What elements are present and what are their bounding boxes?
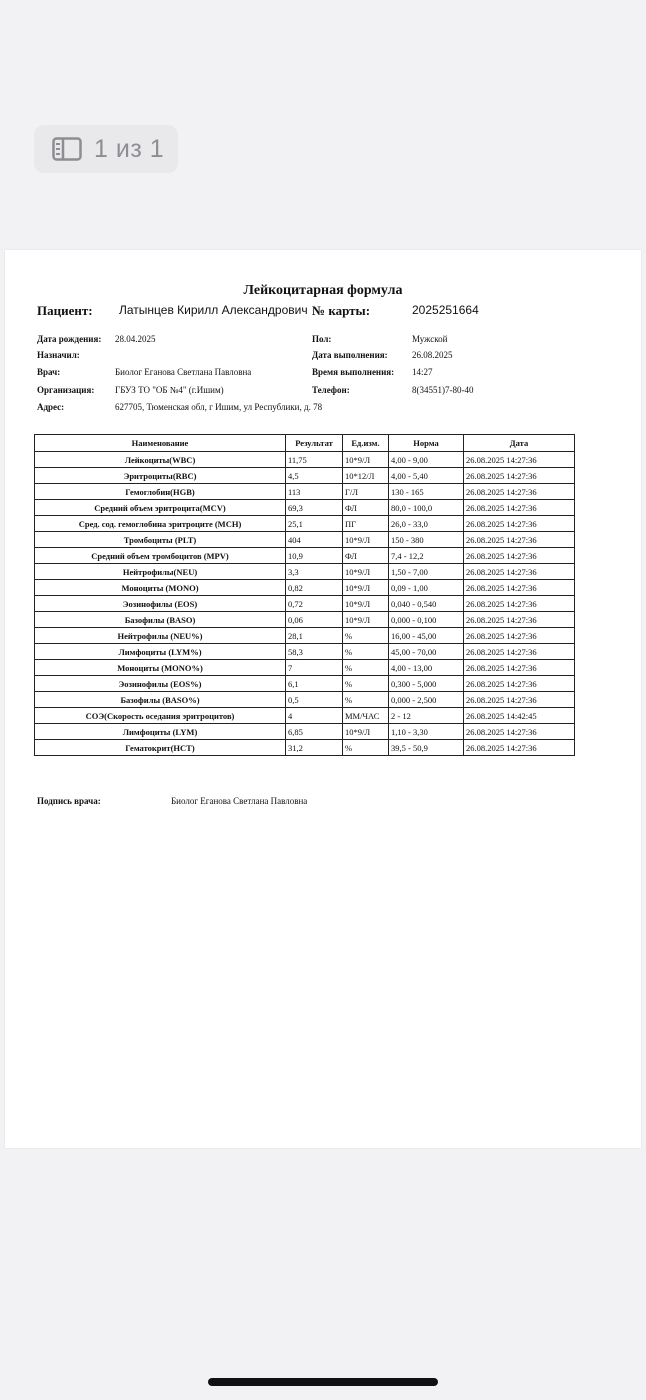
unit-cell: ФЛ [343, 500, 389, 516]
column-header: Дата [464, 435, 575, 452]
result-cell: 4 [286, 708, 343, 724]
test-name-cell: СОЭ(Скорость оседания эритроцитов) [35, 708, 286, 724]
test-name-cell: Гематокрит(HCT) [35, 740, 286, 756]
result-cell: 28,1 [286, 628, 343, 644]
patient-name: Латынцев Кирилл Александрович [119, 303, 308, 317]
home-indicator[interactable] [208, 1378, 438, 1386]
table-row [35, 468, 575, 484]
norm-cell: 39,5 - 50,9 [389, 740, 464, 756]
date-cell: 26.08.2025 14:27:36 [464, 500, 575, 516]
result-cell: 58,3 [286, 644, 343, 660]
table-row [35, 692, 575, 708]
norm-cell: 1,50 - 7,00 [389, 564, 464, 580]
table-row [35, 612, 575, 628]
table-row [35, 500, 575, 516]
test-name-cell: Эритроциты(RBC) [35, 468, 286, 484]
info-label: Телефон: [312, 385, 350, 395]
info-value: ГБУЗ ТО "ОБ №4" (г.Ишим) [115, 385, 224, 395]
unit-cell: % [343, 692, 389, 708]
date-cell: 26.08.2025 14:27:36 [464, 516, 575, 532]
date-cell: 26.08.2025 14:27:36 [464, 452, 575, 468]
test-name-cell: Базофилы (BASO) [35, 612, 286, 628]
date-cell: 26.08.2025 14:27:36 [464, 484, 575, 500]
norm-cell: 130 - 165 [389, 484, 464, 500]
norm-cell: 4,00 - 5,40 [389, 468, 464, 484]
date-cell: 26.08.2025 14:27:36 [464, 612, 575, 628]
table-row [35, 740, 575, 756]
info-label: Пол: [312, 334, 332, 344]
page-counter-label: 1 из 1 [94, 134, 165, 163]
table-row [35, 484, 575, 500]
unit-cell: % [343, 660, 389, 676]
norm-cell: 2 - 12 [389, 708, 464, 724]
signature-value: Биолог Еганова Светлана Павловна [171, 796, 308, 806]
unit-cell: 10*9/Л [343, 724, 389, 740]
unit-cell: % [343, 644, 389, 660]
result-cell: 10,9 [286, 548, 343, 564]
info-value: 14:27 [412, 367, 433, 377]
results-table [34, 434, 575, 756]
unit-cell: % [343, 676, 389, 692]
info-value: Биолог Еганова Светлана Павловна [115, 367, 252, 377]
info-value: 26.08.2025 [412, 350, 453, 360]
norm-cell: 45,00 - 70,00 [389, 644, 464, 660]
info-label: Дата рождения: [37, 334, 102, 344]
date-cell: 26.08.2025 14:27:36 [464, 596, 575, 612]
result-cell: 69,3 [286, 500, 343, 516]
result-cell: 25,1 [286, 516, 343, 532]
patient-row [37, 303, 597, 321]
unit-cell: ПГ [343, 516, 389, 532]
card-number: 2025251664 [412, 303, 479, 317]
norm-cell: 16,00 - 45,00 [389, 628, 464, 644]
table-row [35, 516, 575, 532]
table-header-row [35, 435, 575, 452]
column-header: Норма [389, 435, 464, 452]
info-label: Адрес: [37, 402, 65, 412]
test-name-cell: Лимфоциты (LYM%) [35, 644, 286, 660]
norm-cell: 0,09 - 1,00 [389, 580, 464, 596]
result-cell: 11,75 [286, 452, 343, 468]
test-name-cell: Моноциты (MONO) [35, 580, 286, 596]
date-cell: 26.08.2025 14:27:36 [464, 676, 575, 692]
table-row [35, 644, 575, 660]
result-cell: 0,72 [286, 596, 343, 612]
date-cell: 26.08.2025 14:27:36 [464, 548, 575, 564]
norm-cell: 7,4 - 12,2 [389, 548, 464, 564]
date-cell: 26.08.2025 14:27:36 [464, 468, 575, 484]
result-cell: 31,2 [286, 740, 343, 756]
test-name-cell: Средний объем тромбоцитов (MPV) [35, 548, 286, 564]
info-label: Организация: [37, 385, 95, 395]
norm-cell: 4,00 - 9,00 [389, 452, 464, 468]
table-row [35, 548, 575, 564]
date-cell: 26.08.2025 14:27:36 [464, 740, 575, 756]
result-cell: 7 [286, 660, 343, 676]
result-cell: 6,1 [286, 676, 343, 692]
norm-cell: 150 - 380 [389, 532, 464, 548]
sidebar-icon [52, 137, 82, 161]
table-row [35, 452, 575, 468]
norm-cell: 0,000 - 2,500 [389, 692, 464, 708]
test-name-cell: Лейкоциты(WBC) [35, 452, 286, 468]
date-cell: 26.08.2025 14:27:36 [464, 580, 575, 596]
patient-label: Пациент: [37, 303, 93, 318]
column-header: Результат [286, 435, 343, 452]
result-cell: 6,85 [286, 724, 343, 740]
norm-cell: 0,000 - 0,100 [389, 612, 464, 628]
date-cell: 26.08.2025 14:27:36 [464, 724, 575, 740]
table-row [35, 708, 575, 724]
unit-cell: ФЛ [343, 548, 389, 564]
date-cell: 26.08.2025 14:27:36 [464, 660, 575, 676]
table-row [35, 564, 575, 580]
unit-cell: 10*9/Л [343, 532, 389, 548]
unit-cell: % [343, 628, 389, 644]
result-cell: 3,3 [286, 564, 343, 580]
date-cell: 26.08.2025 14:27:36 [464, 532, 575, 548]
norm-cell: 80,0 - 100,0 [389, 500, 464, 516]
test-name-cell: Нейтрофилы(NEU) [35, 564, 286, 580]
unit-cell: ММ/ЧАС [343, 708, 389, 724]
unit-cell: % [343, 740, 389, 756]
table-row [35, 580, 575, 596]
test-name-cell: Базофилы (BASO%) [35, 692, 286, 708]
test-name-cell: Сред. сод. гемоглобина эритроците (MCH) [35, 516, 286, 532]
test-name-cell: Нейтрофилы (NEU%) [35, 628, 286, 644]
column-header: Наименование [35, 435, 286, 452]
table-row [35, 532, 575, 548]
unit-cell: Г/Л [343, 484, 389, 500]
unit-cell: 10*9/Л [343, 564, 389, 580]
norm-cell: 1,10 - 3,30 [389, 724, 464, 740]
unit-cell: 10*9/Л [343, 612, 389, 628]
result-cell: 4,5 [286, 468, 343, 484]
date-cell: 26.08.2025 14:27:36 [464, 564, 575, 580]
page-counter[interactable] [34, 125, 178, 173]
table-row [35, 660, 575, 676]
date-cell: 26.08.2025 14:42:45 [464, 708, 575, 724]
document-title: Лейкоцитарная формула [243, 283, 403, 298]
info-label: Дата выполнения: [312, 350, 388, 360]
unit-cell: 10*9/Л [343, 596, 389, 612]
document-page [5, 250, 641, 1148]
norm-cell: 4,00 - 13,00 [389, 660, 464, 676]
info-value: 28.04.2025 [115, 334, 156, 344]
info-value: Мужской [412, 334, 448, 344]
test-name-cell: Эозинофилы (EOS) [35, 596, 286, 612]
info-label: Врач: [37, 367, 61, 377]
norm-cell: 0,300 - 5,000 [389, 676, 464, 692]
norm-cell: 26,0 - 33,0 [389, 516, 464, 532]
date-cell: 26.08.2025 14:27:36 [464, 692, 575, 708]
unit-cell: 10*9/Л [343, 452, 389, 468]
table-row [35, 628, 575, 644]
info-value: 627705, Тюменская обл, г Ишим, ул Республики, д. 78 [115, 402, 323, 412]
result-cell: 0,5 [286, 692, 343, 708]
result-cell: 404 [286, 532, 343, 548]
result-cell: 0,82 [286, 580, 343, 596]
column-header: Ед.изм. [343, 435, 389, 452]
test-name-cell: Средний объем эритроцита(MCV) [35, 500, 286, 516]
date-cell: 26.08.2025 14:27:36 [464, 644, 575, 660]
norm-cell: 0,040 - 0,540 [389, 596, 464, 612]
table-row [35, 676, 575, 692]
signature-label: Подпись врача: [37, 796, 101, 806]
card-label: № карты: [312, 303, 371, 318]
table-row [35, 724, 575, 740]
test-name-cell: Тромбоциты (PLT) [35, 532, 286, 548]
unit-cell: 10*12/Л [343, 468, 389, 484]
unit-cell: 10*9/Л [343, 580, 389, 596]
result-cell: 113 [286, 484, 343, 500]
table-row [35, 596, 575, 612]
test-name-cell: Эозинофилы (EOS%) [35, 676, 286, 692]
test-name-cell: Гемоглобин(HGB) [35, 484, 286, 500]
test-name-cell: Моноциты (MONO%) [35, 660, 286, 676]
info-label: Назначил: [37, 350, 80, 360]
info-label: Время выполнения: [312, 367, 395, 377]
info-value: 8(34551)7-80-40 [412, 385, 474, 395]
date-cell: 26.08.2025 14:27:36 [464, 628, 575, 644]
test-name-cell: Лимфоциты (LYM) [35, 724, 286, 740]
result-cell: 0,06 [286, 612, 343, 628]
